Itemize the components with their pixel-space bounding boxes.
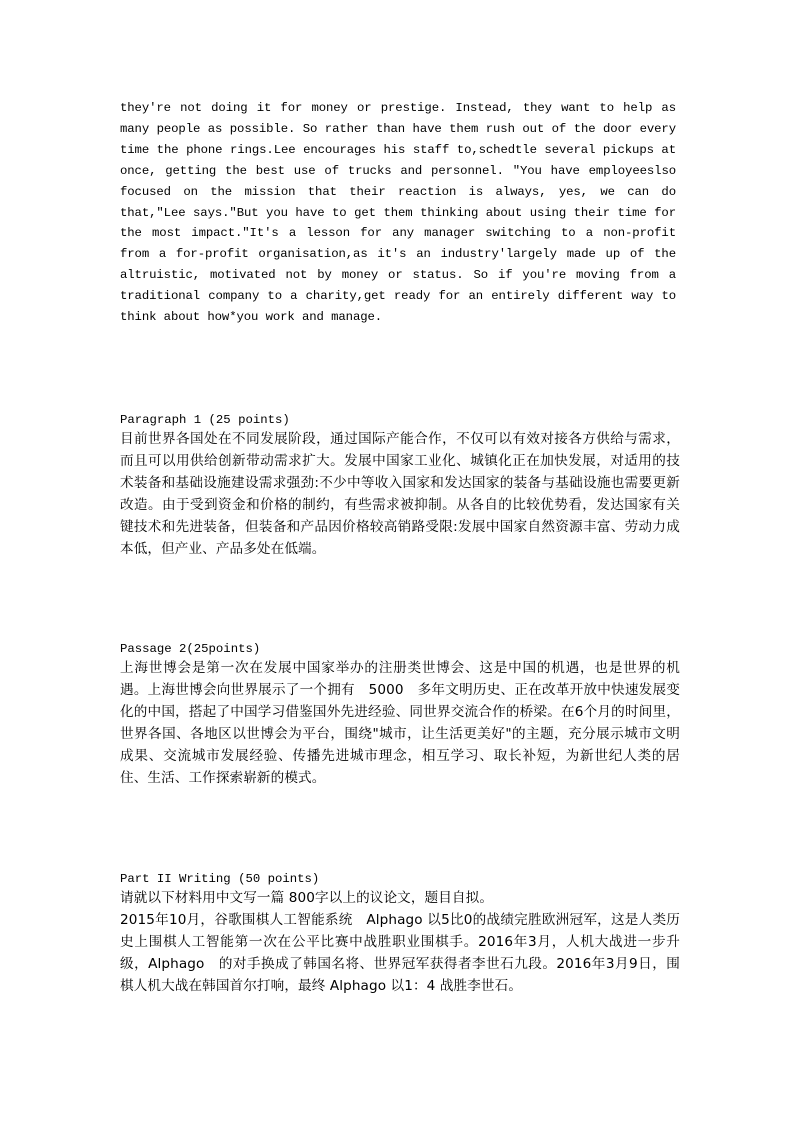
writing-section bbox=[120, 871, 680, 997]
paragraph-1-body: 目前世界各国处在不同发展阶段，通过国际产能合作，不仅可以有效对接各方供给与需求，而且可以用供给创新带动需求扩大。发展中国家工业化、城镇化正在加快发展，对适用的技术装备和基础设施建设需求强劲:不少中等收入国家和发达国家的装备与基础设施也需要更新改造。由于受到资金和价格的制约，有些需求被抑制。从各自的比较优势看，发达国家有关键技术和先进装备，但装备和产品因价格较高销路受限:发展中国家自然资源丰富、劳动力成本低，但产业、产品多处在低端。 bbox=[120, 431, 680, 557]
paragraph-1-section bbox=[120, 412, 680, 560]
writing-heading: Part II Writing (50 points) bbox=[120, 872, 320, 886]
paragraph-1-heading: Paragraph 1 (25 points) bbox=[120, 413, 290, 427]
passage-2-heading: Passage 2(25points) bbox=[120, 642, 261, 656]
writing-material: 2015年10月，谷歌围棋人工智能系统 Alphago 以5比0的战绩完胜欧洲冠军，这是人类历史上围棋人工智能第一次在公平比赛中战胜职业围棋手。2016年3月，人机大战进一步升级，Alphago 的对手换成了韩国名将、世界冠军获得者李世石九段。2016年3月9日，围棋人机大战在韩国首尔打响，最终 Alphago 以1：4 战胜李世石。 bbox=[120, 912, 680, 994]
passage-2-body: 上海世博会是第一次在发展中国家举办的注册类世博会、这是中国的机遇，也是世界的机遇。上海世博会向世界展示了一个拥有 5000 多年文明历史、正在改革开放中快速发展变化的中国，搭起了中国学习借鉴国外先进经验、同世界交流合作的桥梁。在6个月的时间里，世界各国、各地区以世博会为平台，围绕"城市，让生活更美好"的主题，充分展示城市文明成果、交流城市发展经验、传播先进城市理念，相互学习、取长补短，为新世纪人类的居住、生活、工作探索崭新的模式。 bbox=[120, 660, 680, 786]
writing-instruction: 请就以下材料用中文写一篇 800字以上的议论文，题目自拟。 bbox=[120, 890, 494, 906]
english-paragraph: they're not doing it for money or prestige. Instead, they want to help as many people as possible. So rather than have them rush out of the door every time the phone rings.Lee encourages his staff to,schedtle several pickups at once, getting the best use of trucks and personnel. "You have employeeslso focused on the mission that their reaction is always, yes, we can do that,"Lee says."But you have to get them thinking about using their time for the most impact."It's a lesson for any manager switching to a non-profit from a for-profit organisation,as it's an industry'largely made up of the altruistic, motivated not by money or status. So if you're moving from a traditional company to a charity,get ready for an entirely different way to think about how*you work and manage. bbox=[120, 101, 676, 325]
passage-2-section bbox=[120, 641, 680, 789]
